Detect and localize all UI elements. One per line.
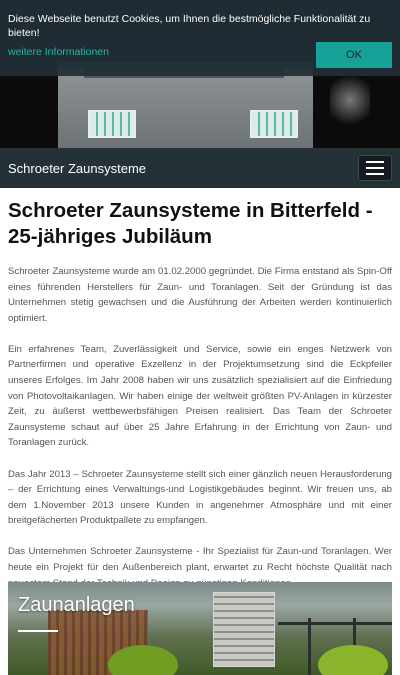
page-title: Schroeter Zaunsysteme in Bitterfeld - 25-jähriges Jubiläum	[8, 199, 373, 248]
hero-window-left	[88, 110, 136, 138]
navbar	[0, 148, 400, 188]
card-fence-rail	[278, 622, 392, 625]
team-paragraph: Ein erfahrenes Team, Zuverlässigkeit und Service, sowie ein enges Netzwerk von Partnerfirmen und operative Exzellenz in der Projektumsetzung sind die Eckpfeiler unseres Erfolges. Im Jahr 2008 haben wir uns zusätzlich spezialisiert auf die Einfriedung von Photovoltaikanlagen. Wir haben einige der weltweit größten PV-Anlagen in kürzester Zeit, zu äußerst wettbewerbsfähigen Preisen realisiert. Das Team der Schroeter Zaunsysteme schaut auf über 25 Jahre Erfahrung in der Errichtung von Zaun- und Toranlagen zurück.	[8, 343, 392, 449]
card-gabion-wall	[213, 592, 275, 667]
cookie-ok-button[interactable]: OK	[316, 42, 392, 68]
cookie-banner	[0, 0, 400, 76]
hamburger-bar	[366, 173, 384, 175]
hero-window-right	[250, 110, 298, 138]
hamburger-bar	[366, 167, 384, 169]
card-title-underline	[18, 630, 58, 632]
specialist-paragraph: Das Unternehmen Schroeter Zaunsysteme - Ihr Spezialist für Zaun-und Toranlagen. Wer heute ein Projekt für den Außenbereich plant, erwartet zu Recht höchste Qualität nach	[8, 546, 392, 573]
cookie-more-info-link[interactable]: weitere Informationen	[8, 46, 109, 58]
cookie-message: Diese Webseite benutzt Cookies, um Ihnen die bestmögliche Funktionalität zu bieten!	[8, 13, 371, 39]
main-content	[8, 198, 392, 607]
intro-paragraph: Schroeter Zaunsysteme wurde am 01.02.2000 gegründet. Die Firma entstand als Spin-Off eines führenden Herstellers für Zaun- und Toranlagen. Seit der Gründung ist das Unternehmen stetig gewachsen und die Ausführung der Arbeiten werden kontinuierlich optimiert.	[8, 266, 392, 324]
card-bush	[318, 645, 388, 675]
card-fence-post	[308, 618, 311, 675]
card-title: Zaunanlagen	[18, 594, 135, 616]
history-paragraph: Das Jahr 2013 – Schroeter Zaunsysteme stellt sich einer gänzlich neuen Herausforderung – der Errichtung eines Verwaltungs-und Logistikgebäudes beginnt. Wir freuen uns, ab dem 1.November 2013 unsere Kunden in angenehmer Atmosphäre und mit einer breitgefächerten Produktpallete zu empfangen.	[8, 468, 392, 527]
hamburger-menu-icon[interactable]	[358, 155, 392, 181]
card-bush	[108, 645, 178, 675]
hamburger-bar	[366, 161, 384, 163]
navbar-brand[interactable]: Schroeter Zaunsysteme	[8, 160, 147, 176]
zaunanlagen-card[interactable]	[8, 582, 392, 675]
hero-light	[330, 70, 370, 130]
